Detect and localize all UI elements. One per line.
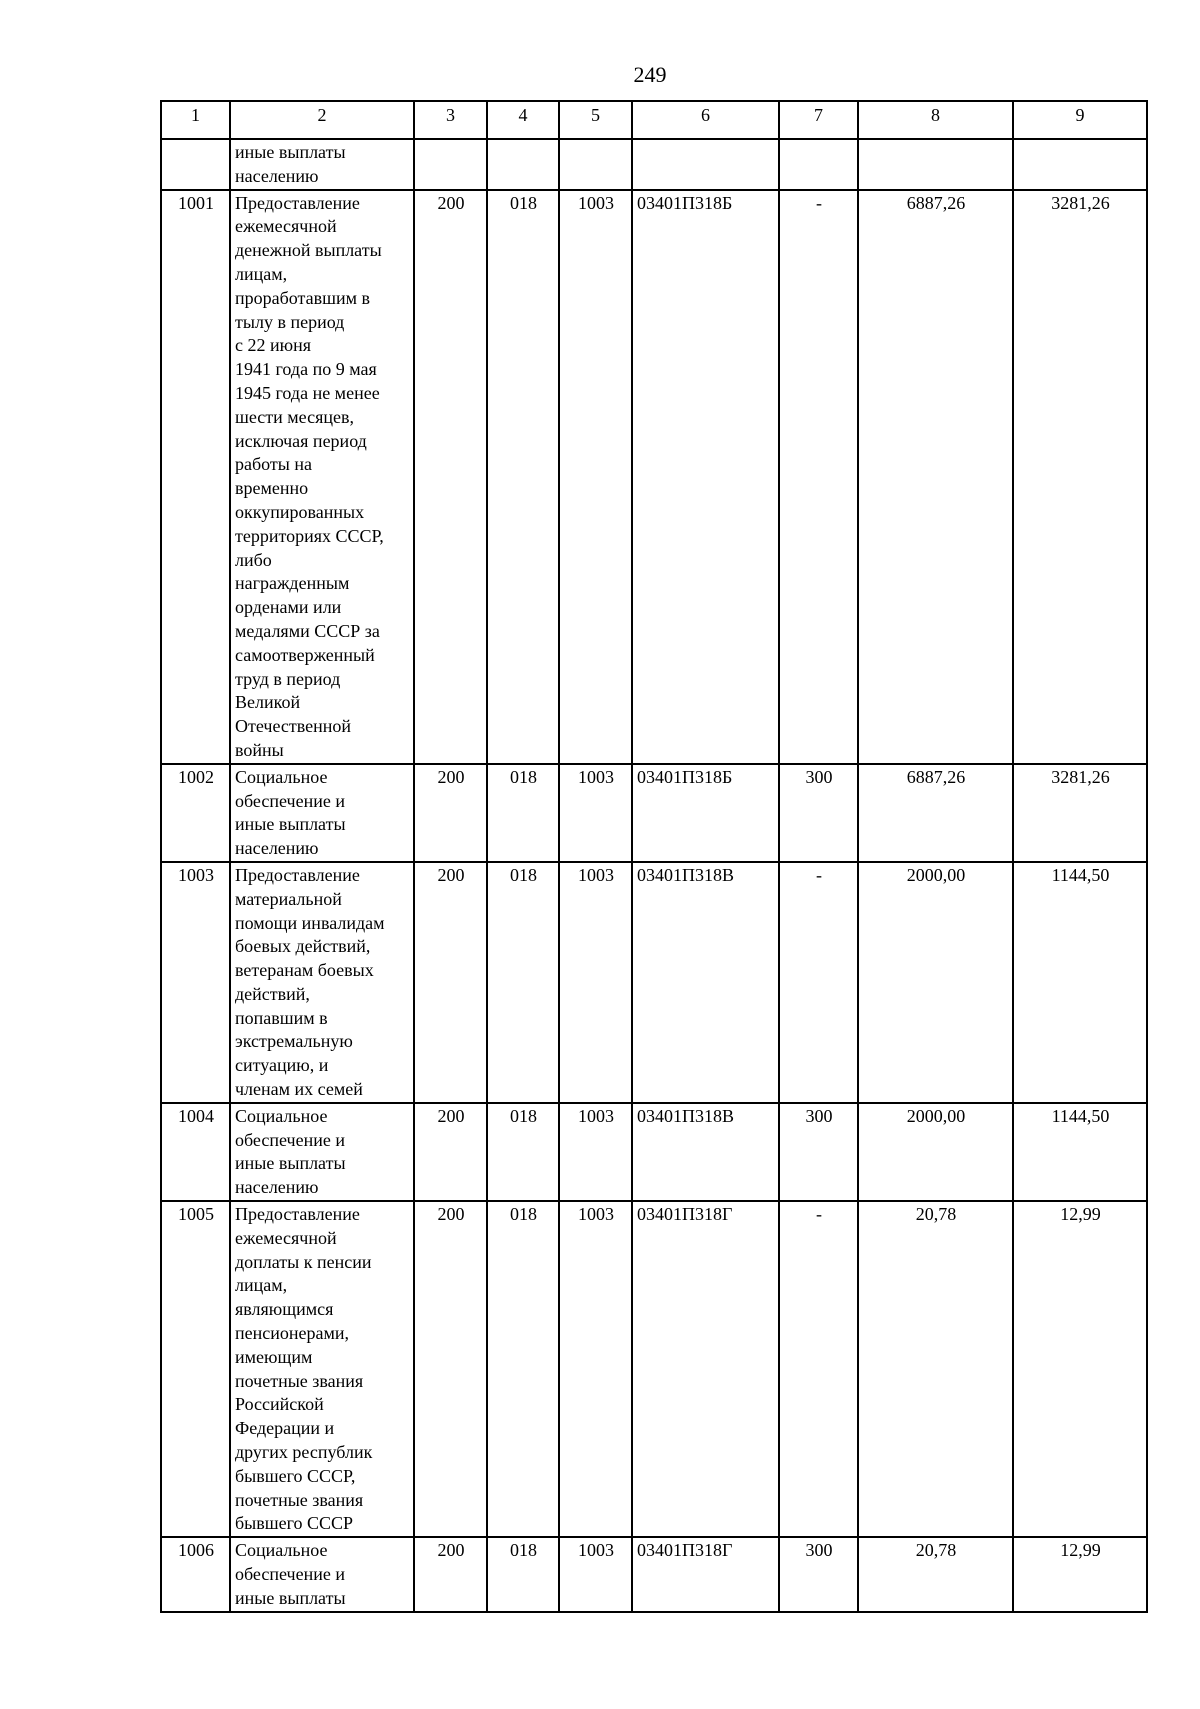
amount-cell	[1013, 139, 1147, 190]
code-cell: 018	[487, 190, 559, 764]
column-header: 4	[487, 101, 559, 139]
item-name: Предоставление ежемесячной денежной выплаты лицам, проработавшим в тылу в период с 22 июня 1941 года по 9 мая 1945 года не менее шести месяцев, исключая период работы на временно оккупированных территориях СССР, либо награжденным орденами или медалями СССР за самоотверженный труд в период Великой Отечественной войны	[230, 190, 414, 764]
column-header: 3	[414, 101, 487, 139]
code-cell: 1003	[559, 764, 632, 862]
amount-cell: 12,99	[1013, 1201, 1147, 1537]
target-article-code	[632, 139, 779, 190]
amount-cell: 2000,00	[858, 862, 1013, 1103]
amount-cell: 12,99	[1013, 1537, 1147, 1611]
expense-type-code: -	[779, 190, 858, 764]
budget-table	[160, 100, 1148, 1613]
code-cell: 200	[414, 1103, 487, 1201]
amount-cell: 3281,26	[1013, 190, 1147, 764]
header-row	[161, 101, 1147, 139]
amount-cell: 6887,26	[858, 764, 1013, 862]
amount-cell: 2000,00	[858, 1103, 1013, 1201]
target-article-code: 03401П318Б	[632, 190, 779, 764]
table-row	[161, 764, 1147, 862]
target-article-code: 03401П318Г	[632, 1201, 779, 1537]
target-article-code: 03401П318Г	[632, 1537, 779, 1611]
code-cell: 1003	[559, 1103, 632, 1201]
column-header: 5	[559, 101, 632, 139]
row-number: 1002	[161, 764, 230, 862]
amount-cell: 20,78	[858, 1537, 1013, 1611]
table-row	[161, 1537, 1147, 1611]
column-header: 8	[858, 101, 1013, 139]
table-row	[161, 190, 1147, 764]
row-number: 1001	[161, 190, 230, 764]
target-article-code: 03401П318В	[632, 862, 779, 1103]
code-cell: 1003	[559, 1201, 632, 1537]
item-name: Предоставление материальной помощи инвалидам боевых действий, ветеранам боевых действий, попавшим в экстремальную ситуацию, и членам их семей	[230, 862, 414, 1103]
table-row	[161, 862, 1147, 1103]
code-cell: 018	[487, 1103, 559, 1201]
code-cell: 1003	[559, 1537, 632, 1611]
amount-cell: 6887,26	[858, 190, 1013, 764]
amount-cell: 3281,26	[1013, 764, 1147, 862]
column-header: 6	[632, 101, 779, 139]
amount-cell	[858, 139, 1013, 190]
table-row	[161, 139, 1147, 190]
table-body	[161, 139, 1147, 1612]
expense-type-code: 300	[779, 1103, 858, 1201]
row-number	[161, 139, 230, 190]
row-number: 1006	[161, 1537, 230, 1611]
target-article-code: 03401П318В	[632, 1103, 779, 1201]
code-cell: 1003	[559, 862, 632, 1103]
row-number: 1003	[161, 862, 230, 1103]
amount-cell: 20,78	[858, 1201, 1013, 1537]
expense-type-code: 300	[779, 1537, 858, 1611]
amount-cell: 1144,50	[1013, 1103, 1147, 1201]
page-number: 249	[633, 62, 667, 87]
column-header: 1	[161, 101, 230, 139]
code-cell: 200	[414, 190, 487, 764]
code-cell: 018	[487, 1201, 559, 1537]
column-header: 2	[230, 101, 414, 139]
code-cell: 200	[414, 764, 487, 862]
code-cell: 1003	[559, 190, 632, 764]
amount-cell: 1144,50	[1013, 862, 1147, 1103]
expense-type-code	[779, 139, 858, 190]
item-name: Социальное обеспечение и иные выплаты населению	[230, 764, 414, 862]
expense-type-code: 300	[779, 764, 858, 862]
row-number: 1005	[161, 1201, 230, 1537]
column-header: 9	[1013, 101, 1147, 139]
code-cell	[487, 139, 559, 190]
item-name: иные выплаты населению	[230, 139, 414, 190]
code-cell: 018	[487, 764, 559, 862]
target-article-code: 03401П318Б	[632, 764, 779, 862]
code-cell: 200	[414, 862, 487, 1103]
table-row	[161, 1201, 1147, 1537]
item-name: Социальное обеспечение и иные выплаты населению	[230, 1103, 414, 1201]
column-header: 7	[779, 101, 858, 139]
code-cell: 018	[487, 1537, 559, 1611]
code-cell: 018	[487, 862, 559, 1103]
row-number: 1004	[161, 1103, 230, 1201]
code-cell: 200	[414, 1201, 487, 1537]
code-cell: 200	[414, 1537, 487, 1611]
item-name: Социальное обеспечение и иные выплаты	[230, 1537, 414, 1611]
table-row	[161, 1103, 1147, 1201]
expense-type-code: -	[779, 1201, 858, 1537]
expense-type-code: -	[779, 862, 858, 1103]
code-cell	[559, 139, 632, 190]
item-name: Предоставление ежемесячной доплаты к пенсии лицам, являющимся пенсионерами, имеющим почетные звания Российской Федерации и других республик бывшего СССР, почетные звания бывшего СССР	[230, 1201, 414, 1537]
code-cell	[414, 139, 487, 190]
